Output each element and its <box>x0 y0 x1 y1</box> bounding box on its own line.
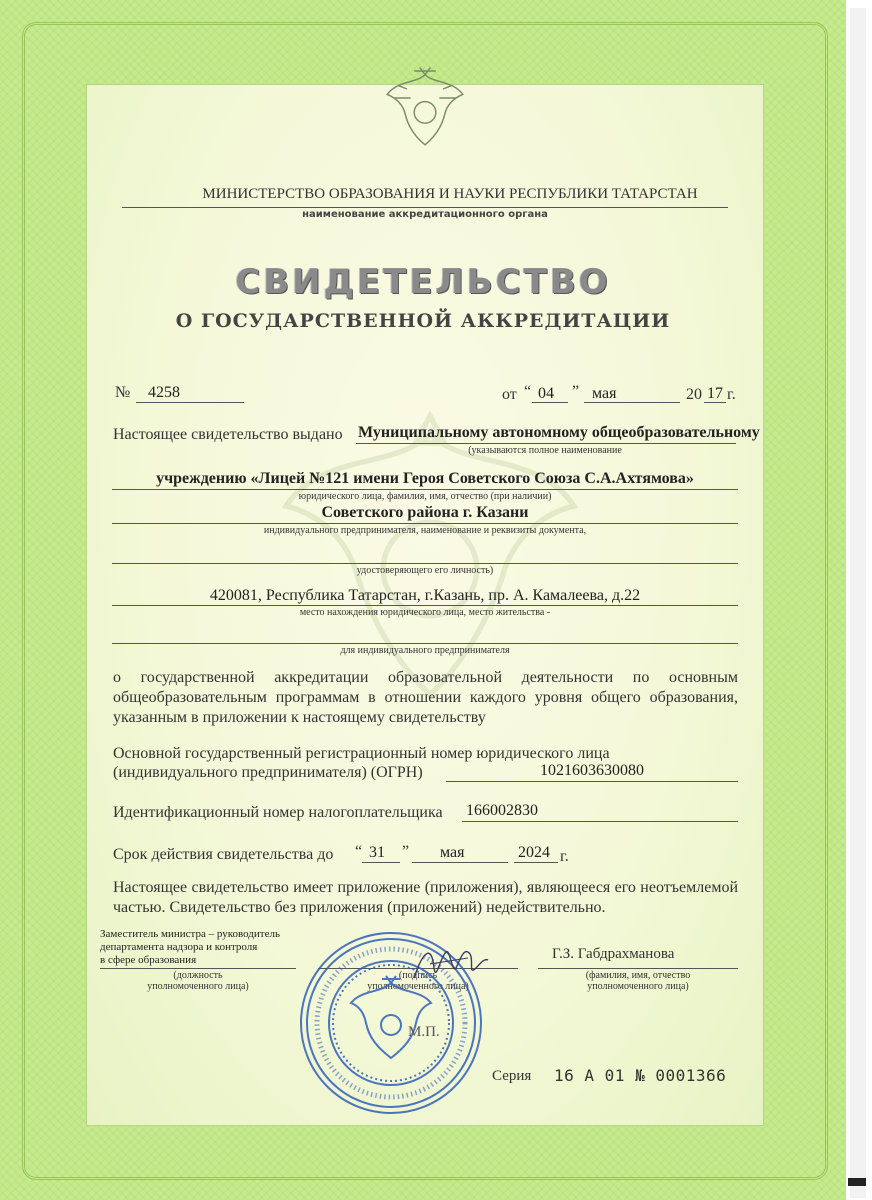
series-label: Серия <box>492 1068 532 1084</box>
issue-day: 04 <box>538 385 554 402</box>
issue-month-underline <box>584 402 680 403</box>
validity-month-underline <box>412 862 508 863</box>
issue-day-underline <box>532 402 568 403</box>
certificate-number: 4258 <box>148 384 180 401</box>
ogrn-value: 1021603630080 <box>540 762 644 779</box>
ministry-caption: наименование аккредитационного органа <box>302 209 548 220</box>
validity-quote-close: ” <box>402 843 410 860</box>
date-prefix: от <box>502 386 517 403</box>
signatory-name: Г.З. Габдрахманова <box>552 946 675 962</box>
validity-year-unit: г. <box>560 848 569 865</box>
issued-line1-underline <box>356 443 736 444</box>
number-label: № <box>115 384 131 401</box>
issued-name-line2: учреждению «Лицей №121 имени Героя Советского Союза С.А.Ахтямова» <box>156 470 694 487</box>
position-line2: департамента надзора и контроля <box>100 941 258 953</box>
position-caption2: уполномоченного лица) <box>147 981 249 992</box>
accreditation-text: о государственной аккредитации образовательной деятельности по основным общеобразовательным программам в отношении каждого уровня общего образования, указанным в приложении к настоящему свидетельству <box>113 669 738 726</box>
number-underline <box>136 402 244 403</box>
issue-year-prefix: 20 <box>686 386 702 403</box>
issue-month: мая <box>592 385 617 402</box>
issue-year-underline <box>704 402 726 403</box>
issued-name-line1: Муниципальному автономному общеобразовательному <box>358 424 760 441</box>
issued-name-line3: Советского района г. Казани <box>321 504 529 521</box>
issue-year-suffix: 17 <box>707 385 723 402</box>
position-caption1: (должность <box>173 970 223 981</box>
position-caption <box>100 970 296 992</box>
validity-month: мая <box>440 844 465 861</box>
seal-label: М.П. <box>408 1024 440 1040</box>
issued-caption6: для индивидуального предпринимателя <box>340 645 510 656</box>
coat-of-arms-icon <box>380 62 470 152</box>
inn-value: 166002830 <box>466 802 538 819</box>
validity-year-underline <box>514 862 558 863</box>
issued-line2-underline <box>112 489 738 490</box>
issue-year-unit: г. <box>727 386 736 403</box>
issued-caption1: (указываются полное наименование <box>468 445 622 456</box>
scan-edge <box>846 0 872 1200</box>
position-line1: Заместитель министра – руководитель <box>100 928 280 940</box>
validity-year: 2024 <box>518 844 550 861</box>
document-subtitle: О ГОСУДАРСТВЕННОЙ АККРЕДИТАЦИИ <box>175 310 671 332</box>
issued-line3-underline <box>112 523 738 524</box>
inn-underline <box>462 821 738 822</box>
position-line3: в сфере образования <box>100 954 197 966</box>
ogrn-label-line2: (индивидуального предпринимателя) (ОГРН) <box>113 764 423 781</box>
position-underline <box>100 968 296 969</box>
validity-day-underline <box>362 862 400 863</box>
scan-edge-strip <box>850 8 866 1198</box>
residence-underline <box>112 643 738 644</box>
name-underline <box>538 968 738 969</box>
issued-caption5: место нахождения юридического лица, место жительства - <box>299 607 551 618</box>
issued-caption3: индивидуального предпринимателя, наименование и реквизиты документа, <box>263 525 587 536</box>
handwritten-signature-icon <box>410 938 490 988</box>
ministry-name: МИНИСТЕРСТВО ОБРАЗОВАНИЯ И НАУКИ РЕСПУБЛИКИ ТАТАРСТАН <box>202 186 698 202</box>
signatory-position <box>100 928 300 967</box>
identity-document-underline <box>112 563 738 564</box>
issued-caption4: удостоверяющего его личность) <box>356 565 494 576</box>
inn-label: Идентификационный номер налогоплательщика <box>113 804 443 821</box>
date-quote-close: ” <box>572 383 580 400</box>
name-caption2: уполномоченного лица) <box>587 981 689 992</box>
address-underline <box>112 605 738 606</box>
series-number: 16 А 01 № 0001366 <box>554 1066 727 1085</box>
validity-day: 31 <box>369 844 385 861</box>
issued-caption2: юридического лица, фамилия, имя, отчество (при наличии) <box>298 491 552 502</box>
name-caption1: (фамилия, имя, отчество <box>585 970 691 981</box>
document-title: СВИДЕТЕЛЬСТВО <box>235 262 611 302</box>
issued-label: Настоящее свидетельство выдано <box>113 426 343 443</box>
signature-caption1: (подпись <box>398 970 438 981</box>
ogrn-label-line1: Основной государственный регистрационный номер юридического лица <box>113 745 610 762</box>
ministry-underline <box>122 207 728 208</box>
signature-caption2: уполномоченного лица) <box>367 981 469 992</box>
scan-edge-mark <box>848 1178 866 1186</box>
ogrn-underline <box>446 781 738 782</box>
validity-label: Срок действия свидетельства до <box>113 846 334 863</box>
name-caption <box>538 970 738 992</box>
date-quote-open: “ <box>524 383 532 400</box>
appendix-text: Настоящее свидетельство имеет приложение (приложения), являющееся его неотъемлемой частью. Свидетельство без приложения (приложений) недействительно. <box>113 879 738 916</box>
address: 420081, Республика Татарстан, г.Казань, пр. А. Камалеева, д.22 <box>209 587 641 604</box>
validity-quote-open: “ <box>355 843 363 860</box>
